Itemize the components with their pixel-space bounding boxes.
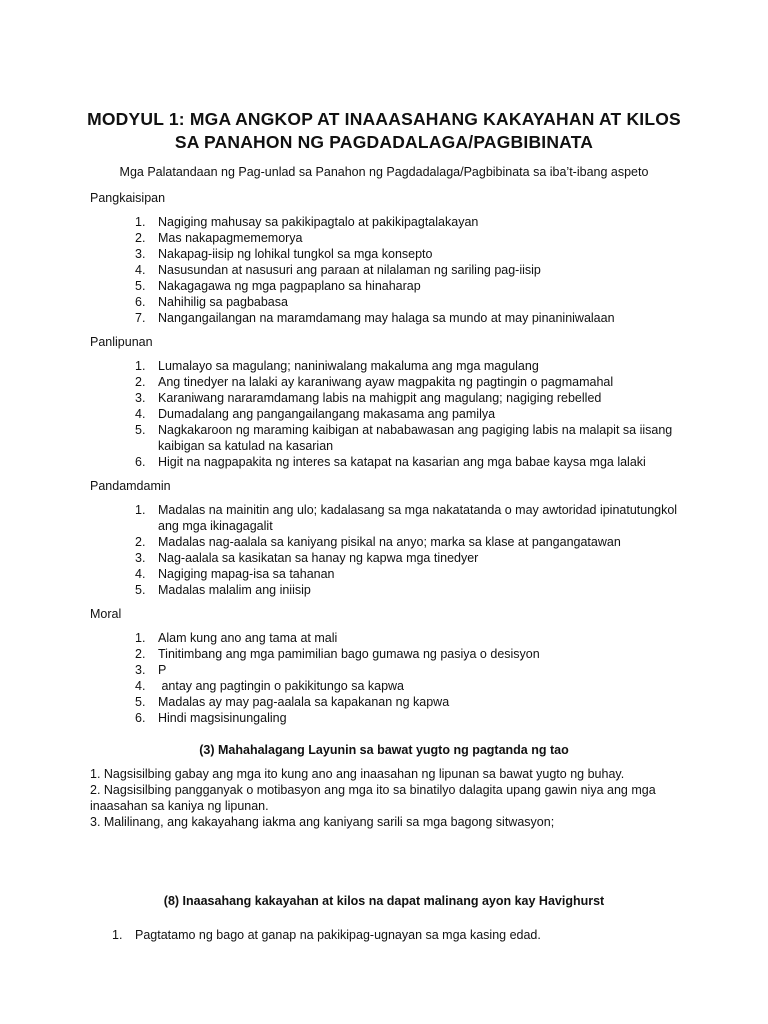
havighurst-heading: (8) Inaasahang kakayahan at kilos na dapat malinang ayon kay Havighurst — [163, 894, 605, 908]
section-heading-pandamdamin: Pandamdamin — [90, 479, 171, 493]
list-item: 5. Nagkakaroon ng maraming kaibigan at nababawasan ang pagiging labis na malapit sa iisang kaibigan sa katulad na kasarian — [135, 423, 673, 453]
section-heading-moral: Moral — [90, 607, 122, 621]
list-item: 6. Nahihilig sa pagbabasa — [135, 295, 288, 309]
list-item: 1. Lumalayo sa magulang; naniniwalang makaluma ang mga magulang — [135, 359, 539, 373]
list-item: 1. Nagiging mahusay sa pakikipagtalo at pakikipagtalakayan — [135, 215, 479, 229]
layunin-heading: (3) Mahahalagang Layunin sa bawat yugto ng pagtanda ng tao — [199, 743, 569, 757]
title-line-1: MODYUL 1: MGA ANGKOP AT INAAASAHANG KAKAYAHAN AT KILOS — [87, 109, 681, 129]
list-item: 6. Higit na nagpapakita ng interes sa katapat na kasarian ang mga babae kaysa mga lalaki — [135, 455, 646, 469]
list-moral — [130, 630, 690, 726]
document-subtitle: Mga Palatandaan ng Pag-unlad sa Panahon ng Pagdadalaga/Pagbibinata sa iba’t-ibang aspeto — [119, 165, 649, 179]
list-item: 7. Nangangailangan na maramdamang may halaga sa mundo at may pinaniniwalaan — [135, 311, 615, 325]
list-item: 4. antay ang pagtingin o pakikitungo sa kapwa — [135, 679, 405, 693]
list-panlipunan — [130, 358, 690, 470]
title-line-2: SA PANAHON NG PAGDADALAGA/PAGBIBINATA — [174, 132, 594, 152]
list-item: 4. Dumadalang ang pangangailangang makasama ang pamilya — [135, 407, 496, 421]
list-item: 3. P — [135, 663, 167, 677]
list-item: 2. Madalas nag-aalala sa kaniyang pisikal na anyo; marka sa klase at pangangatawan — [135, 535, 621, 549]
layunin-paragraphs — [90, 766, 690, 830]
list-pangkaisipan — [130, 214, 690, 326]
list-item: 4. Nasusundan at nasusuri ang paraan at nilalaman ng sariling pag-iisip — [135, 263, 541, 277]
layunin-paragraph-3: 3. Malilinang, ang kakayahang iakma ang kaniyang sarili sa mga bagong sitwasyon; — [90, 815, 555, 829]
list-item: 6. Hindi magsisinungaling — [135, 711, 287, 725]
section-heading-pangkaisipan: Pangkaisipan — [90, 191, 166, 205]
list-item: 2. Mas nakapagmememorya — [135, 231, 303, 245]
list-item: 5. Madalas malalim ang iniisip — [135, 583, 311, 597]
list-item: 2. Tinitimbang ang mga pamimilian bago gumawa ng pasiya o desisyon — [135, 647, 540, 661]
list-item: 5. Madalas ay may pag-aalala sa kapakanan ng kapwa — [135, 695, 450, 709]
list-item: 1. Madalas na mainitin ang ulo; kadalasang sa mga nakatatanda o may awtoridad ipinatutungkol ang mga ikinagagalit — [135, 503, 678, 533]
layunin-paragraph-2: 2. Nagsisilbing pangganyak o motibasyon ang mga ito sa binatilyo dalagita upang gawin niya ang mga inaasahan sa kaniya ng lipunan. — [90, 783, 656, 813]
list-havighurst — [110, 927, 690, 943]
list-item: 3. Nakapag-iisip ng lohikal tungkol sa mga konsepto — [135, 247, 433, 261]
list-item: 1. Alam kung ano ang tama at mali — [135, 631, 338, 645]
list-pandamdamin — [130, 502, 690, 598]
list-item: 2. Ang tinedyer na lalaki ay karaniwang ayaw magpakita ng pagtingin o pagmamahal — [135, 375, 614, 389]
list-item: 4. Nagiging mapag-isa sa tahanan — [135, 567, 335, 581]
section-heading-panlipunan: Panlipunan — [90, 335, 153, 349]
layunin-paragraph-1: 1. Nagsisilbing gabay ang mga ito kung ano ang inaasahan ng lipunan sa bawat yugto ng buhay. — [90, 767, 625, 781]
list-item: 3. Karaniwang nararamdamang labis na mahigpit ang magulang; nagiging rebelled — [135, 391, 602, 405]
list-item: 1. Pagtatamo ng bago at ganap na pakikipag-ugnayan sa mga kasing edad. — [112, 928, 541, 942]
document-title — [0, 108, 768, 154]
list-item: 5. Nakagagawa ng mga pagpaplano sa hinaharap — [135, 279, 421, 293]
list-item: 3. Nag-aalala sa kasikatan sa hanay ng kapwa mga tinedyer — [135, 551, 479, 565]
